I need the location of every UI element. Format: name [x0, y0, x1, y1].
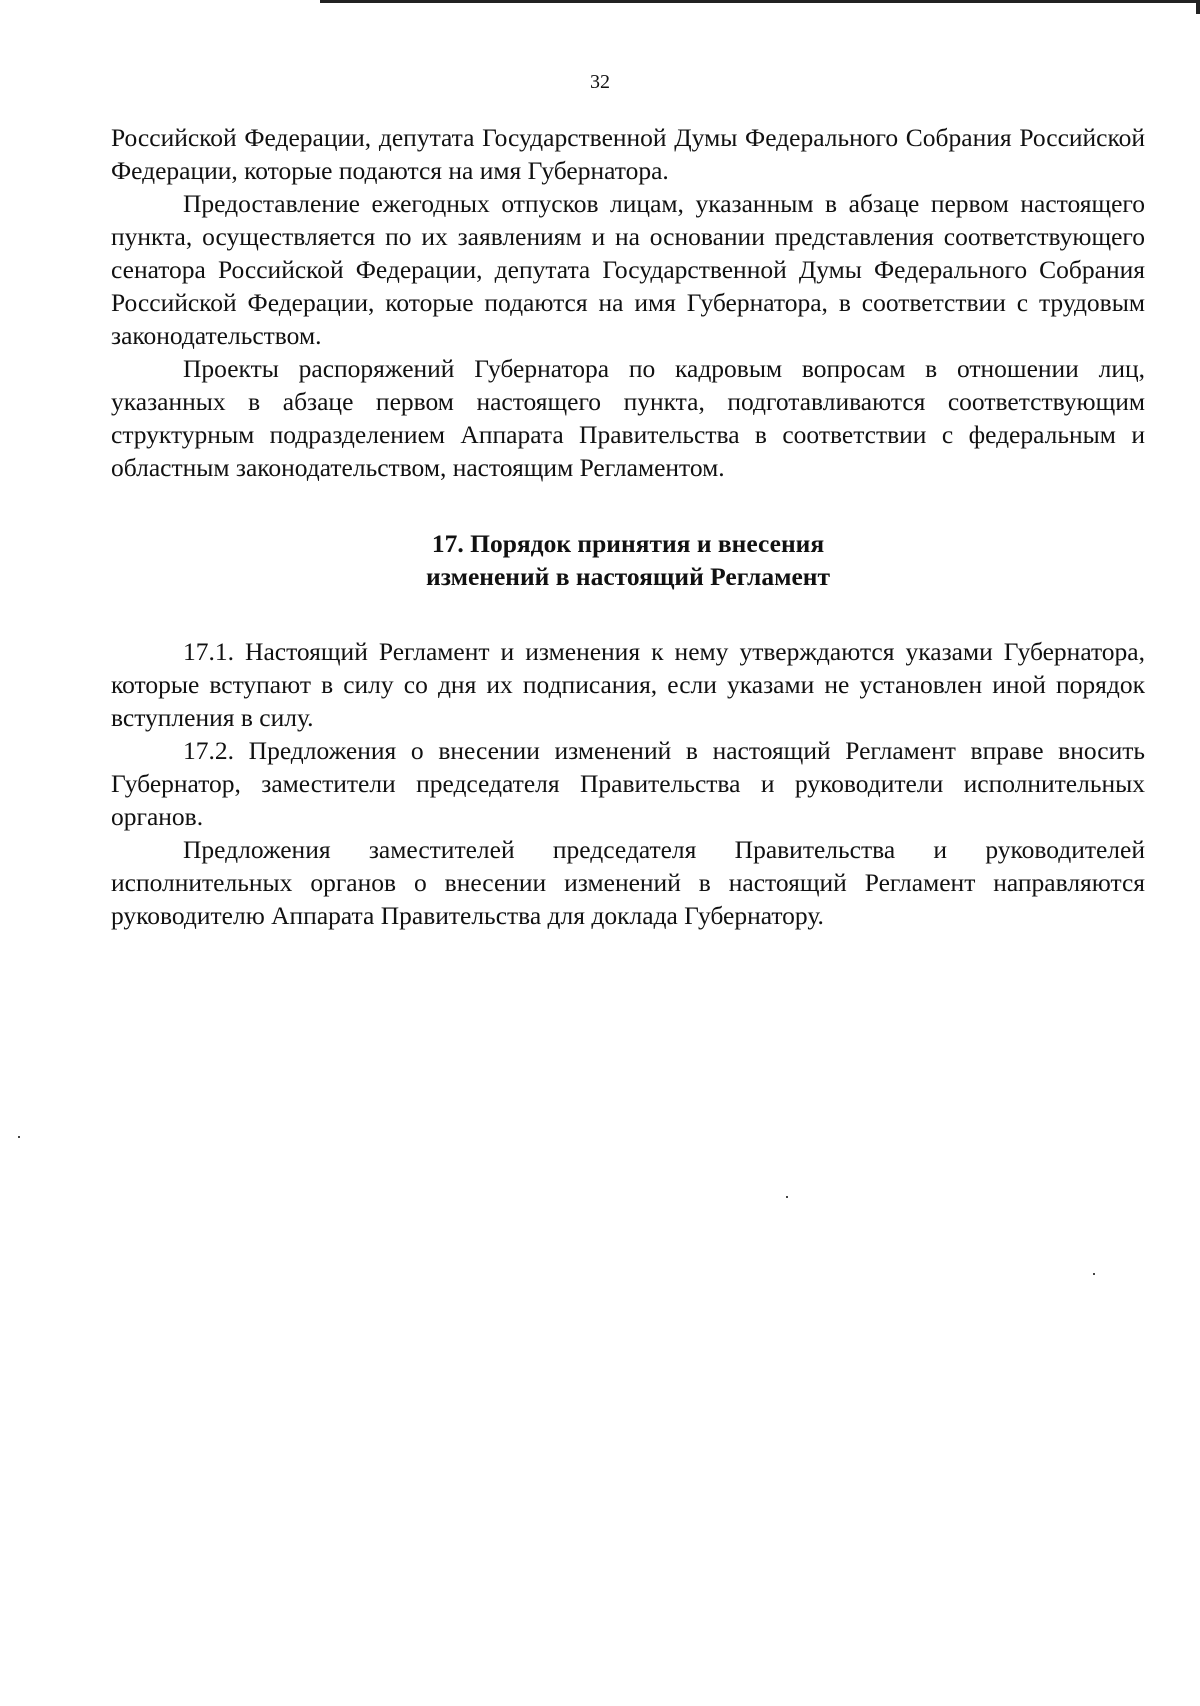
section-heading-line-1: 17. Порядок принятия и внесения — [431, 529, 825, 558]
scan-speck — [786, 1196, 788, 1198]
scan-speck — [18, 1136, 20, 1138]
paragraph-draft-orders: Проекты распоряжений Губернатора по кадровым вопросам в отношении лиц, указанных в абзаце первом настоящего пункта, подготавливаются соответствующим структурным подразделением Аппарата Правительства в соответствии с федеральным и областным законодательством, настоящим Регламентом. — [111, 354, 1145, 482]
paragraph-17-2: 17.2. Предложения о внесении изменений в настоящий Регламент вправе вносить Губернатор, заместители председателя Правительства и руководители исполнительных органов. — [111, 736, 1145, 831]
scan-speck — [1093, 1273, 1095, 1275]
paragraph-proposals: Предложения заместителей председателя Правительства и руководителей исполнительных органов о внесении изменений в настоящий Регламент направляются руководителю Аппарата Правительства для доклада Губернатору. — [111, 835, 1145, 930]
scan-edge-mark — [1196, 0, 1200, 14]
document-body — [111, 121, 1145, 932]
paragraph-17-1: 17.1. Настоящий Регламент и изменения к нему утверждаются указами Губернатора, которые вступают в силу со дня их подписания, если указами не установлен иной порядок вступления в силу. — [111, 637, 1145, 732]
section-heading — [111, 527, 1145, 593]
paragraph-annual-leave: Предоставление ежегодных отпусков лицам, указанным в абзаце первом настоящего пункта, осуществляется по их заявлениям и на основании представления соответствующего сенатора Российской Федерации, депутата Государственной Думы Федерального Собрания Российской Федерации, которые подаются на имя Губернатора, в соответствии с трудовым законодательством. — [111, 189, 1145, 350]
section-heading-line-2: изменений в настоящий Регламент — [426, 562, 830, 591]
scan-top-border — [320, 0, 1200, 3]
paragraph-continuation: Российской Федерации, депутата Государственной Думы Федерального Собрания Российской Федерации, которые подаются на имя Губернатора. — [111, 123, 1145, 185]
page-number: 32 — [590, 71, 610, 93]
